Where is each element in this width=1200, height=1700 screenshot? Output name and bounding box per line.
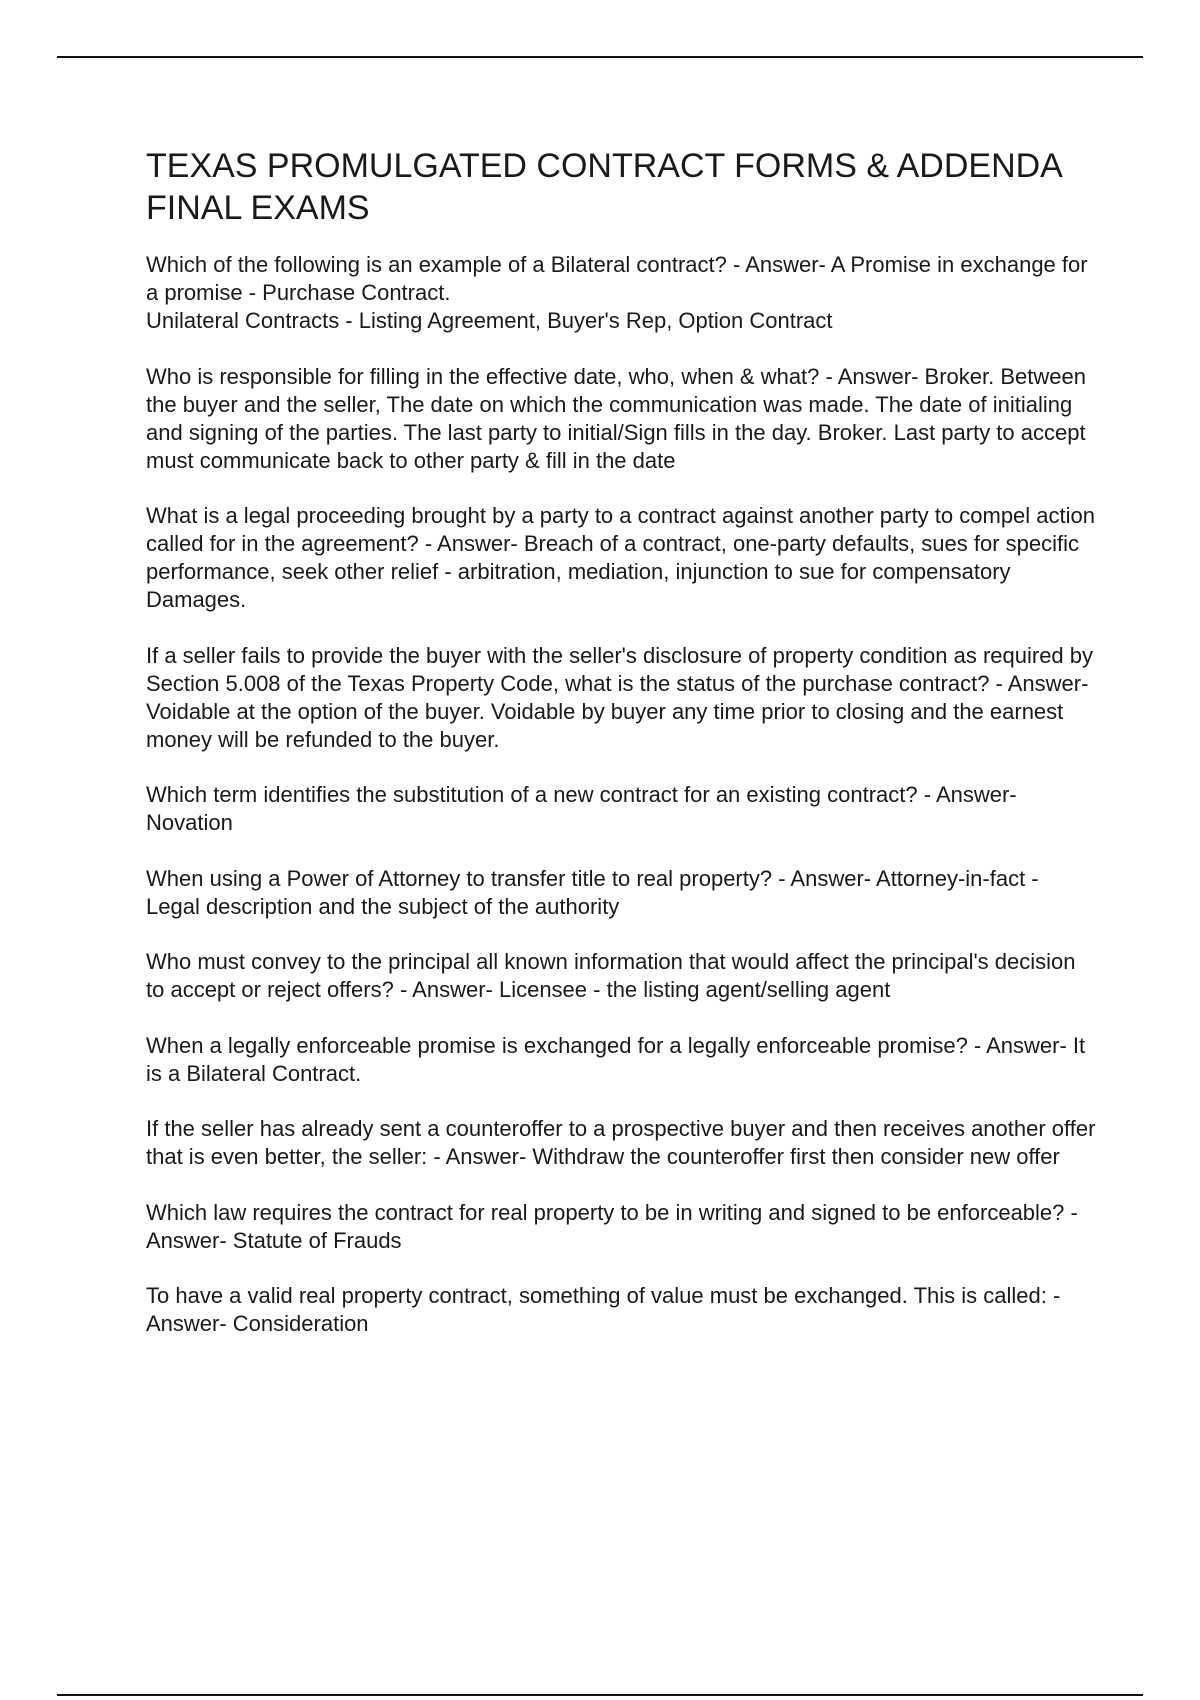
qa-item: Who is responsible for filling in the effective date, who, when & what? - Answer- Broker. Between the buyer and the seller, The date on which the communication was made. The date of initialing and signing of the parties. The last party to initial/Sign fills in the day. Broker. Last party to accept must communicate back to other party & fill in the date — [146, 363, 1086, 473]
qa-item: Which term identifies the substitution of a new contract for an existing contract? - Answer- Novation — [146, 782, 1017, 835]
qa-item: To have a valid real property contract, something of value must be exchanged. This is called: - Answer- Consideration — [146, 1283, 1061, 1336]
qa-item: When a legally enforceable promise is exchanged for a legally enforceable promise? - Answer- It is a Bilateral Contract. — [146, 1032, 1086, 1086]
document-body — [146, 145, 1096, 1366]
qa-item: Who must convey to the principal all known information that would affect the principal's decision to accept or reject offers? - Answer- Licensee - the listing agent/selling agent — [146, 949, 1076, 1002]
qa-item: If the seller has already sent a counteroffer to a prospective buyer and then receives another offer that is even better, the seller: - Answer- Withdraw the counteroffer first then consider new offer — [146, 1116, 1096, 1169]
top-rule — [57, 56, 1143, 58]
qa-item: If a seller fails to provide the buyer with the seller's disclosure of property condition as required by Section 5.008 of the Texas Property Code, what is the status of the purchase contract? - Answer- Voidable at the option of the buyer. Voidable by buyer any time prior to closing and the earnest money will be refunded to the buyer. — [146, 642, 1094, 752]
qa-item: Which of the following is an example of a Bilateral contract? - Answer- A Promise in exchange for a promise - Purchase Contract. Unilateral Contracts - Listing Agreement, Buyer's Rep, Option Contract — [146, 252, 1088, 333]
qa-item: When using a Power of Attorney to transfer title to real property? - Answer- Attorney-in-fact - Legal description and the subject of the authority — [146, 865, 1039, 919]
bottom-rule — [57, 1694, 1143, 1696]
qa-item: Which law requires the contract for real property to be in writing and signed to be enforceable? - Answer- Statute of Frauds — [146, 1199, 1078, 1253]
document-title: TEXAS PROMULGATED CONTRACT FORMS & ADDENDA FINAL EXAMS — [146, 147, 1061, 227]
qa-item: What is a legal proceeding brought by a party to a contract against another party to compel action called for in the agreement? - Answer- Breach of a contract, one-party defaults, sues for specific performance, seek other relief - arbitration, mediation, injunction to sue for compensatory Damages. — [146, 503, 1095, 612]
